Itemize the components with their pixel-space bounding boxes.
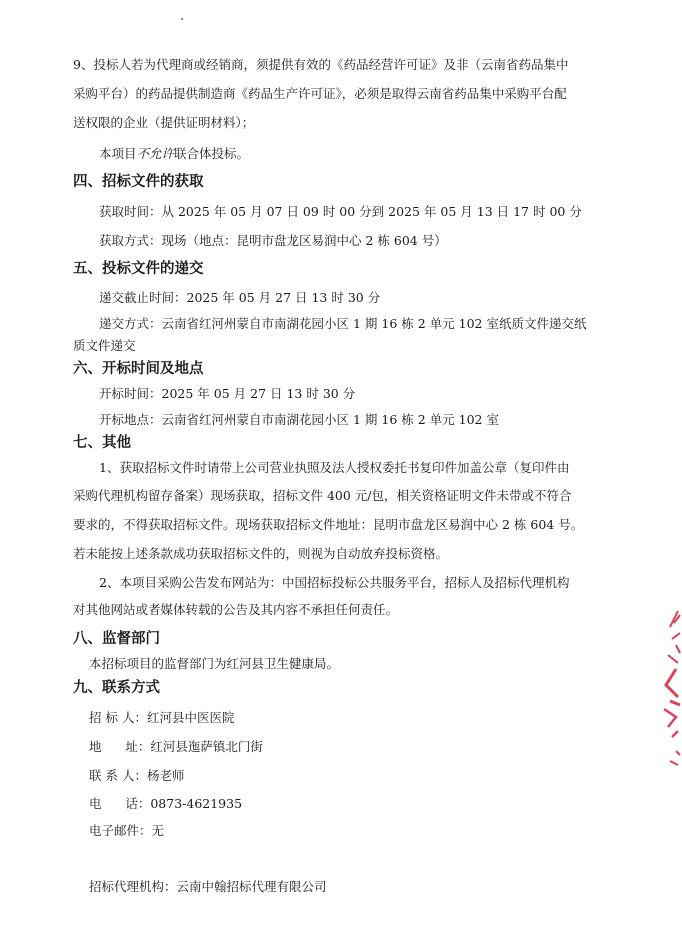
- supervision-text: 本招标项目的监督部门为红河县卫生健康局。: [89, 656, 340, 671]
- red-seal-fragment: [656, 605, 682, 775]
- consortium-prefix: 本项目: [99, 146, 137, 161]
- consortium-suffix: 联合体投标。: [174, 146, 250, 161]
- consortium-note: [99, 145, 249, 163]
- other-item1-line2: 采购代理机构留存备案）现场获取，招标文件 400 元/包，相关资格证明文件未带或不符合: [73, 488, 572, 503]
- contact-person: 联 系 人：杨老师: [89, 768, 185, 783]
- other-item2-line2: 对其他网站或者媒体转载的公告及其内容不承担任何责任。: [73, 602, 399, 617]
- other-item1-line4: 若未能按上述条款成功获取招标文件的，则视为自动放弃投标资格。: [73, 546, 449, 561]
- contact-address: 地 址：红河县迤萨镇北门街: [89, 739, 263, 754]
- contact-tenderer: 招 标 人：红河县中医医院: [89, 710, 235, 725]
- agency-name: 招标代理机构：云南中翰招标代理有限公司: [89, 879, 327, 894]
- submit-method-line1: 递交方式：云南省红河州蒙自市南湖花园小区 1 期 16 栋 2 单元 102 室纸质文件递交纸: [99, 316, 587, 331]
- contact-phone: 电 话：0873-4621935: [89, 796, 243, 811]
- clause9-line1: 9、投标人若为代理商或经销商，须提供有效的《药品经营许可证》及非（云南省药品集中: [73, 57, 569, 72]
- section7-heading: 七、其他: [73, 435, 131, 451]
- acquire-method: 获取方式：现场（地点：昆明市盘龙区易润中心 2 栋 604 号）: [99, 233, 447, 248]
- submit-deadline: 递交截止时间：2025 年 05 月 27 日 13 时 30 分: [99, 290, 381, 305]
- contact-email: 电子邮件：无: [89, 823, 165, 838]
- section4-heading: 四、招标文件的获取: [73, 174, 204, 190]
- section8-heading: 八、监督部门: [73, 631, 160, 647]
- submit-method-line2: 质文件递交: [73, 338, 136, 353]
- other-item2-line1: 2、本项目采购公告发布网站为：中国招标投标公共服务平台，招标人及招标代理机构: [99, 575, 570, 590]
- other-item1-line3: 要求的，不得获取招标文件。现场获取招标文件地址：昆明市盘龙区易润中心 2 栋 604 号。: [73, 517, 584, 532]
- section5-heading: 五、投标文件的递交: [73, 261, 204, 277]
- section9-heading: 九、联系方式: [73, 680, 160, 696]
- other-item1-line1: 1、获取招标文件时请带上公司营业执照及法人授权委托书复印件加盖公章（复印件由: [99, 460, 570, 475]
- clause9-line2: 采购平台）的药品提供制造商《药品生产许可证》，必须是取得云南省药品集中采购平台配: [73, 86, 567, 101]
- acquire-time: 获取时间：从 2025 年 05 月 07 日 09 时 00 分到 2025 年 05 月 13 日 17 时 00 分: [99, 204, 582, 219]
- consortium-emphasis: 不允许: [136, 146, 175, 161]
- section6-heading: 六、开标时间及地点: [73, 361, 204, 377]
- opening-time: 开标时间：2025 年 05 月 27 日 13 时 30 分: [99, 386, 356, 401]
- opening-place: 开标地点：云南省红河州蒙自市南湖花园小区 1 期 16 栋 2 单元 102 室: [99, 412, 499, 427]
- scan-speck: [181, 18, 183, 20]
- clause9-line3: 送权限的企业（提供证明材料）；: [73, 115, 255, 130]
